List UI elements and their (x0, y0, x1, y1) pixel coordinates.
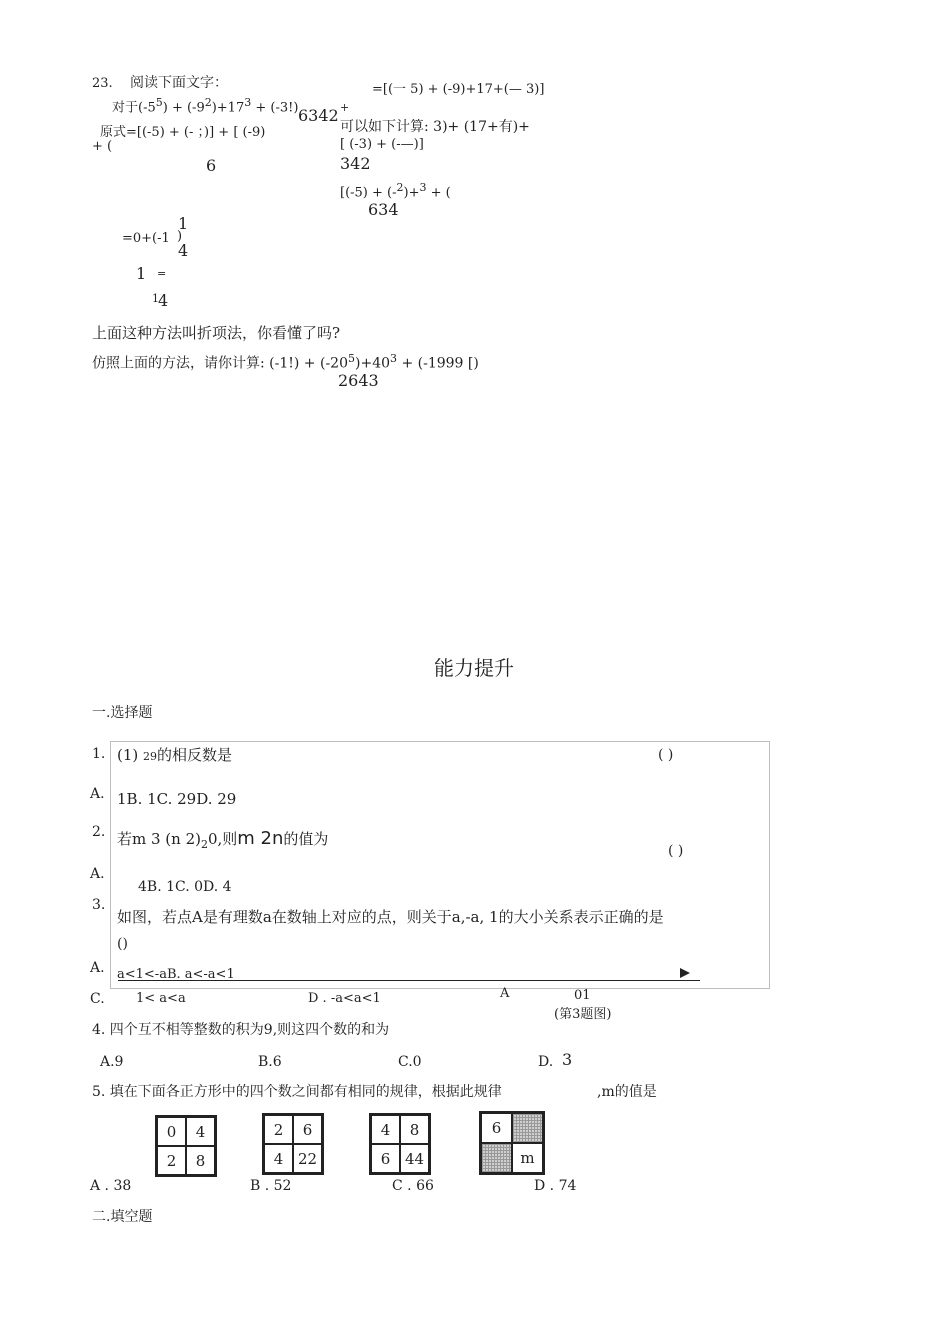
q5-option-d: D . 74 (534, 1178, 577, 1194)
q4-stem: 4. 四个互不相等整数的积为9,则这四个数的和为 (92, 1022, 390, 1038)
q3-option-a-b: a<1<-aB. a<-a<1 (117, 967, 235, 982)
q23-intro: 阅读下面文字： (130, 75, 228, 91)
q3-answer-paren: () (117, 936, 128, 952)
q23-right-line3: [ (-3) + (-—)] (340, 137, 424, 152)
q2-stem: 若m 3 (n $2)_20$,则m 2n的值为 (117, 828, 329, 851)
q23-denom-2643: 2643 (338, 371, 379, 390)
grid-cell: 44 (400, 1144, 429, 1173)
q3-axis-ticks: 01 (574, 988, 591, 1003)
q23-right-line2: 可以如下计算: 3)+ (17+有)+ (340, 119, 530, 135)
q23-method-line: 上面这种方法叫折项法，你看懂了吗? (92, 324, 341, 342)
q1-option-label: A. (90, 786, 105, 802)
q2-answer-paren: ( ) (668, 843, 684, 859)
q23-task-line: 仿照上面的方法，请你计算: $(-1!) + (-20^5)+40^3 + (-1999$ [) (92, 352, 479, 372)
part2-title: 二.填空题 (92, 1209, 153, 1225)
q3-number: 3. (92, 897, 106, 913)
q5-option-c: C . 66 (392, 1178, 434, 1194)
grid-cell: 22 (293, 1144, 322, 1173)
q3-stem: 如图，若点A是有理数a在数轴上对应的点，则关于a,-a, 1的大小关系表示正确的是 (117, 908, 664, 926)
grid-cell: 8 (400, 1115, 429, 1144)
q23-quarter: 4 (158, 291, 169, 310)
hatched-cell (512, 1113, 543, 1143)
grid-cell: 0 (157, 1117, 186, 1146)
q1-answer-paren: ( ) (658, 747, 674, 763)
grid-cell: 2 (264, 1115, 293, 1144)
q5-option-a: A . 38 (90, 1178, 132, 1194)
q4-option-d-value: 3 (562, 1050, 573, 1069)
number-line-axis (118, 980, 700, 981)
q3-point-a-label: A (500, 986, 510, 1001)
q23-right-line4: [(-5) + (-$^2$)+$^3$ + ( (340, 181, 451, 201)
grid-cell: 4 (371, 1115, 400, 1144)
number-grid-2 (262, 1113, 324, 1175)
q4-option-c: C.0 (398, 1054, 422, 1070)
number-grid-3 (369, 1113, 431, 1175)
q23-plus-small: + (340, 101, 350, 114)
grid-cell: 4 (264, 1144, 293, 1173)
q2-options: 4B. 1C. 0D. 4 (138, 879, 232, 895)
q2-option-label: A. (90, 866, 105, 882)
section-title: 能力提升 (434, 656, 514, 680)
q5-option-b: B . 52 (250, 1178, 292, 1194)
q3-option-label: A. (90, 960, 105, 976)
q5-stem: 5. 填在下面各正方形中的四个数之间都有相同的规律，根据此规律 (92, 1084, 502, 1100)
q23-one: 1 (136, 264, 147, 283)
q2-number: 2. (92, 824, 106, 840)
q23-denom-634: 634 (368, 200, 399, 219)
part1-title: 一.选择题 (92, 705, 153, 721)
q23-denominators-6342: 6342 (298, 106, 339, 125)
q23-number: 23. (92, 76, 113, 91)
q3-option-c: 1< a<a (136, 991, 186, 1006)
q3-option-d: D . -a<a<1 (308, 991, 381, 1006)
q23-expression-line: 对于$(-5^5) + (-9^2)+17^3 + (-3!)$ (112, 96, 299, 116)
q23-quarter-pre: 1 (152, 292, 159, 305)
grid-cell-m: m (512, 1143, 543, 1173)
q23-frac-denominator: 4 (178, 241, 189, 260)
q4-option-a: A.9 (100, 1054, 124, 1070)
q1-stem: (1) 29的相反数是 (117, 746, 233, 764)
grid-cell: 8 (186, 1146, 215, 1175)
q3-caption: (第3题图) (554, 1007, 612, 1022)
grid-cell: 6 (371, 1144, 400, 1173)
choice-question-box (110, 741, 770, 989)
q23-eq-minus: = (157, 267, 167, 280)
q1-options: 1B. 1C. 29D. 29 (117, 790, 237, 808)
q23-original-label: 原式=[(-5) + (- ；)] + [ (-9) (100, 125, 266, 140)
q5-stem-m: ,m的值是 (597, 1084, 657, 1100)
q3-option-c-label: C. (90, 991, 105, 1007)
number-grid-1 (155, 1115, 217, 1177)
q4-option-d-label: D. (538, 1054, 554, 1070)
grid-cell: 6 (481, 1113, 512, 1143)
q23-eq-zero: =0+(-1 (122, 231, 170, 246)
q1-number: 1. (92, 746, 106, 762)
grid-cell: 2 (157, 1146, 186, 1175)
q4-option-b: B.6 (258, 1054, 282, 1070)
q23-frac-numerator: 1 (178, 214, 189, 233)
axis-arrow-icon (680, 968, 690, 978)
hatched-cell (481, 1143, 512, 1173)
q23-denom-6: 6 (206, 156, 217, 175)
number-grid-4 (479, 1111, 545, 1175)
grid-cell: 6 (293, 1115, 322, 1144)
q23-paren-close: ) (177, 229, 183, 244)
grid-cell: 4 (186, 1117, 215, 1146)
q23-left-plus: + ( (92, 139, 113, 154)
q23-denom-342: 342 (340, 154, 371, 173)
q23-right-top: =[(一 5) + (-9)+17+(— 3)] (372, 82, 545, 97)
